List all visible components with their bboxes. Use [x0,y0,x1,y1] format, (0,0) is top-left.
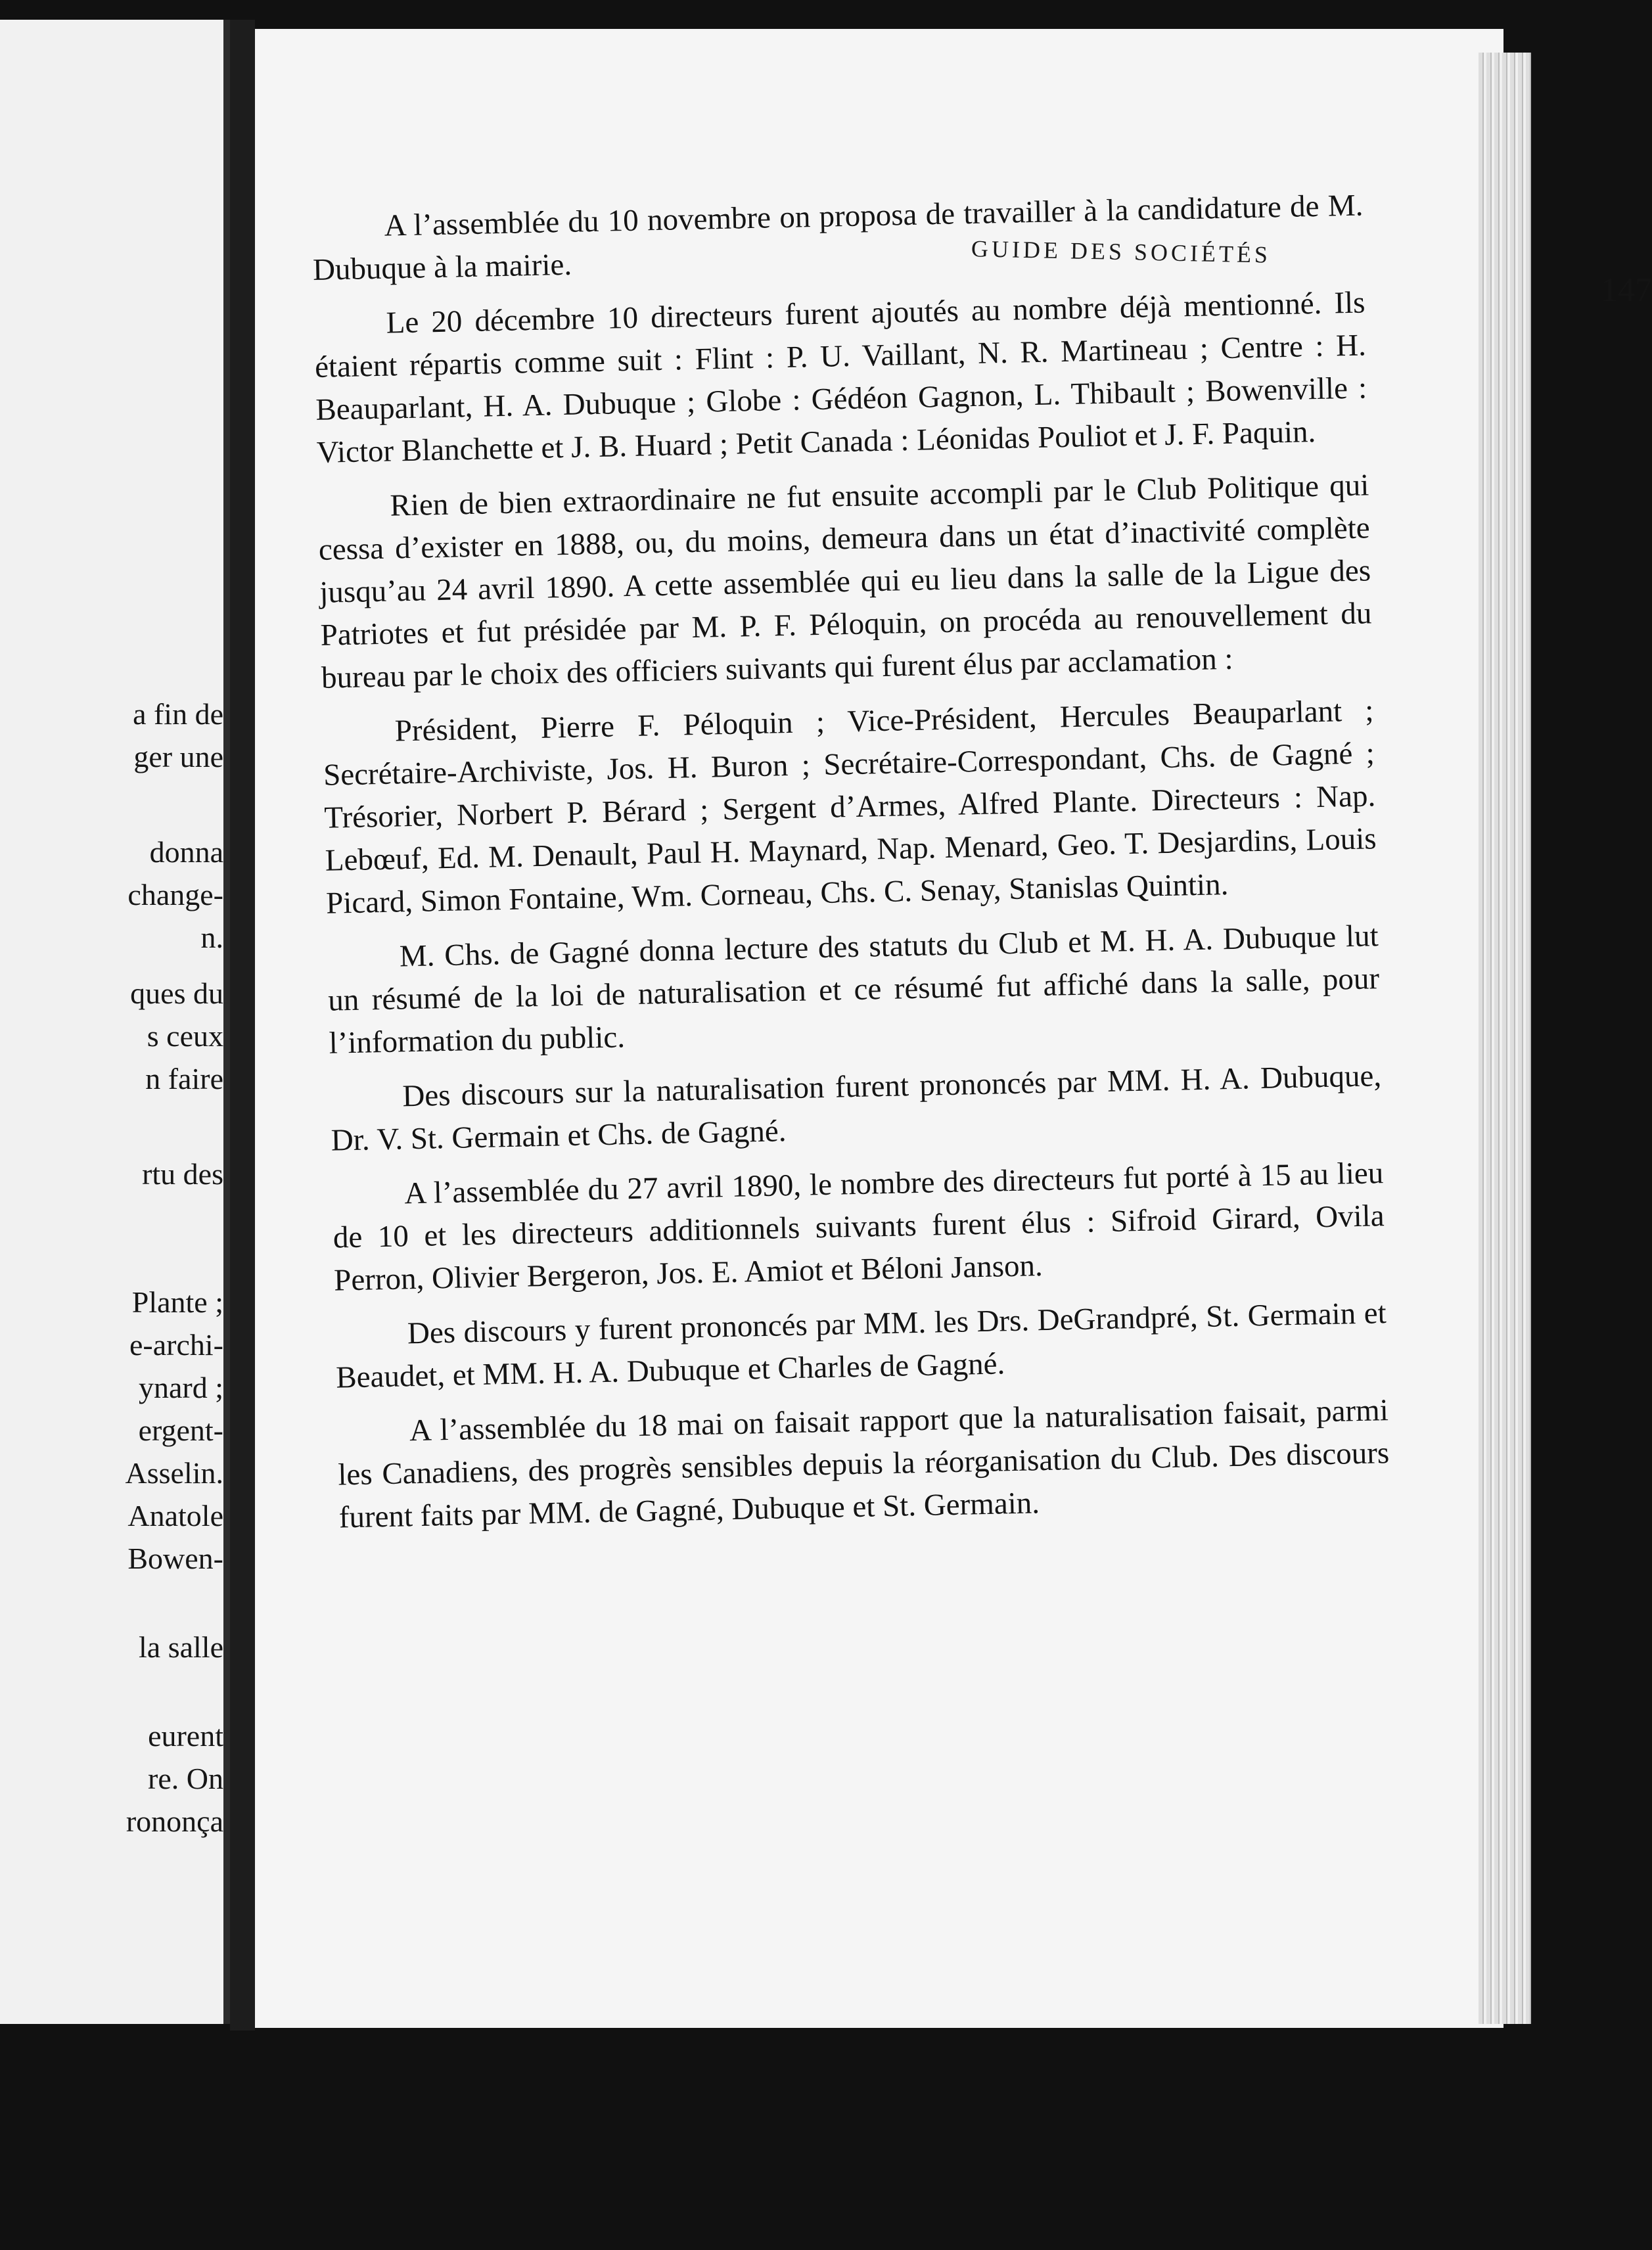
left-page-line: ques du [130,976,223,1010]
left-page-line: Plante ; [131,1285,223,1319]
left-page-line: Bowen- [127,1542,223,1575]
running-head: GUIDE DES SOCIÉTÉS [971,235,1272,268]
left-page-line: rtu des [142,1157,223,1191]
body-text [311,184,1391,1551]
page-number: 147 [1601,271,1652,309]
left-page-line: a fin de [133,697,223,731]
left-page-line: Asselin. [125,1456,223,1490]
left-page-line: donna [149,835,223,869]
left-page-line: ger une [133,740,223,773]
left-page-line: s ceux [147,1019,223,1053]
left-page-line: eurent [148,1719,223,1753]
left-page-line: change- [127,878,223,911]
right-page [255,29,1652,2028]
paragraph-2: Le 20 décembre 10 directeurs furent ajoutés au nombre déjà mentionné. Ils étaient répartis comme suit : Flint : P. U. Vaillant, N. R. Martineau ; Centre : H. Beauparlant, H. A. Dubuque ; Globe : Gédéon Gagnon, L. Thibault ; Bowenville : Victor Blanchette et J. B. Huard ; Petit Canada : Léonidas Pouliot et J. F. Paquin. [314,285,1367,470]
left-page-line: ynard ; [138,1371,223,1404]
officers-list: Président, Pierre F. Péloquin ; Vice-Président, Hercules Beauparlant ; Secrétaire-Archiviste, Jos. H. Buron ; Secrétaire-Correspondant, Chs. de Gagné ; Trésorier, Norbert P. Bérard ; Sergent d’Armes, Alfred Plante. Directeurs : Nap. Lebœuf, Ed. M. Denault, Paul H. Maynard, Nap. Menard, Geo. T. Desjardins, Louis Picard, Simon Fontaine, Wm. Corneau, Chs. C. Senay, Stanislas Quintin. [323,693,1377,921]
left-page [0,20,230,2024]
paragraph-7: A l’assemblée du 27 avril 1890, le nombre des directeurs fut porté à 15 au lieu de 10 et les directeurs additionnels suivants furent élus : Sifroid Girard, Ovila Perron, Olivier Bergeron, Jos. E. Amiot et Béloni Janson. [333,1156,1385,1298]
paragraph-3: Rien de bien extraordinaire ne fut ensuite accompli par le Club Politique qui cessa d’exister en 1888, ou, du moins, demeura dans un état d’inactivité complète jusqu’au 24 avril 1890. A cette assemblée qui eu lieu dans la salle de la Ligue des Patriotes et fut présidée par M. P. F. Péloquin, on procéda au renouvellement du bureau par le choix des officiers suivants qui furent élus par acclamation : [318,468,1372,695]
paragraph-1: A l’assemblée du 10 novembre on proposa de travailler à la candidature de M. Dubuque à la mairie. [312,188,1364,287]
left-page-line: rononça [126,1804,223,1838]
page-edges [1479,53,1531,2024]
book-gutter [230,20,255,2031]
paragraph-5: M. Chs. de Gagné donna lecture des statuts du Club et M. H. A. Dubuque lut un résumé de la loi de naturalisation et ce résumé fut affiché dans la salle, pour l’information du public. [327,919,1380,1061]
left-page-line: ergent- [138,1413,223,1447]
paragraph-6: Des discours sur la naturalisation furent prononcés par MM. H. A. Dubuque, Dr. V. St. Germain et Chs. de Gagné. [331,1059,1382,1158]
left-page-line: n faire [145,1062,223,1095]
left-page-line: n. [200,921,223,954]
left-page-line: la salle [139,1630,223,1664]
left-page-line: re. On [148,1762,223,1795]
left-page-line: Anatole [127,1499,223,1532]
paragraph-9: A l’assemblée du 18 mai on faisait rapport que la naturalisation faisait, parmi les Canadiens, des progrès sensibles depuis la réorganisation du Club. Des discours furent faits par MM. de Gagné, Dubuque et St. Germain. [337,1393,1390,1535]
left-page-line: e-archi- [129,1328,223,1362]
paragraph-8: Des discours y furent prononcés par MM. les Drs. DeGrandpré, St. Germain et Beaudet, et MM. H. A. Dubuque et Charles de Gagné. [335,1296,1387,1395]
